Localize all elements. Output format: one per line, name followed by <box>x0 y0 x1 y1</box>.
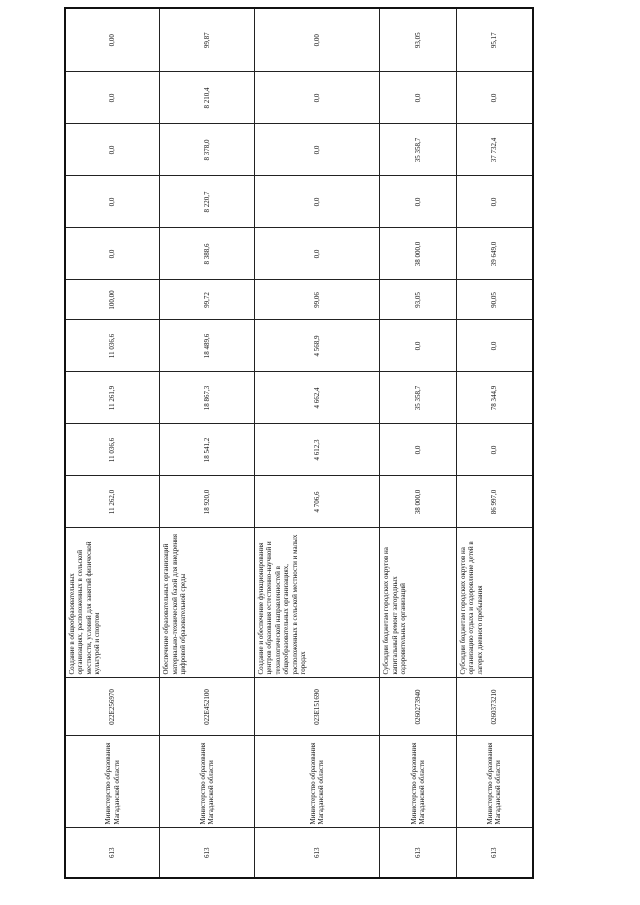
plan-municipal-federal-cell: 0,0 <box>456 176 533 228</box>
actual-total-cell: 78 344,9 <box>456 372 533 424</box>
actual-federal-cell: 4 568,9 <box>255 320 380 372</box>
execution-percent-cell: 100,00 <box>65 280 160 320</box>
ministry-cell: Министерство образования Магаданской области <box>65 736 160 828</box>
budget-table <box>64 7 534 879</box>
ministry-cell: Министерство образования Магаданской области <box>456 736 533 828</box>
description-cell: Обеспечение образовательных организаций материально-технической базой для внедрения цифровой образовательной среды <box>160 528 255 678</box>
ministry-cell: Министерство образования Магаданской области <box>380 736 457 828</box>
admin-code-cell: 613 <box>160 828 255 878</box>
table-row <box>255 8 380 878</box>
execution-percent-cell: 99,72 <box>160 280 255 320</box>
actual-municipal-cell: 35 358,7 <box>380 124 457 176</box>
description-cell: Субсидии бюджетам городских округов на капитальный ремонт загородных оздоровительных организаций <box>380 528 457 678</box>
plan-total-cell: 18 920,0 <box>160 476 255 528</box>
table-row <box>380 8 457 878</box>
description-cell: Создание в общеобразовательных организациях, расположенных в сельской местности, условий для занятий физической культурой и спортом <box>65 528 160 678</box>
description-cell: Создание и обеспечение функционирования центров образования естественно-научной и технологической направленностей в общеобразовательных организациях, расположенных в сельской местности и малых городах <box>255 528 380 678</box>
actual-municipal-federal-cell: 0,0 <box>380 72 457 124</box>
actual-federal-cell: 18 489,6 <box>160 320 255 372</box>
actual-municipal-cell: 8 378,0 <box>160 124 255 176</box>
table-row <box>456 8 533 878</box>
plan-municipal-federal-cell: 0,0 <box>65 176 160 228</box>
budget-code-cell: 022E452100 <box>160 678 255 736</box>
actual-total-cell: 4 662,4 <box>255 372 380 424</box>
ministry-cell: Министерство образования Магаданской области <box>160 736 255 828</box>
execution-percent-cell: 99,06 <box>255 280 380 320</box>
actual-municipal-federal-cell: 0,0 <box>456 72 533 124</box>
plan-total-cell: 38 000,0 <box>380 476 457 528</box>
plan-municipal-federal-cell: 0,0 <box>380 176 457 228</box>
actual-federal-cell: 0,0 <box>380 320 457 372</box>
execution-percent-cell: 93,05 <box>380 280 457 320</box>
municipal-percent-cell: 0,00 <box>65 8 160 72</box>
budget-code-cell: 0260373210 <box>456 678 533 736</box>
actual-federal-cell: 0,0 <box>456 320 533 372</box>
municipal-percent-cell: 93,05 <box>380 8 457 72</box>
plan-federal-cell: 0,0 <box>456 424 533 476</box>
plan-municipal-cell: 0,0 <box>255 228 380 280</box>
actual-total-cell: 11 261,9 <box>65 372 160 424</box>
table-row <box>160 8 255 878</box>
description-cell: Субсидии бюджетам городских округов на организацию отдыха и оздоровление детей в лагерях дневного пребывания <box>456 528 533 678</box>
plan-municipal-cell: 38 000,0 <box>380 228 457 280</box>
plan-municipal-federal-cell: 8 220,7 <box>160 176 255 228</box>
plan-total-cell: 11 262,0 <box>65 476 160 528</box>
plan-federal-cell: 4 612,3 <box>255 424 380 476</box>
plan-municipal-cell: 39 649,0 <box>456 228 533 280</box>
plan-federal-cell: 18 541,2 <box>160 424 255 476</box>
actual-municipal-federal-cell: 0,0 <box>255 72 380 124</box>
plan-municipal-cell: 0,0 <box>65 228 160 280</box>
municipal-percent-cell: 99,87 <box>160 8 255 72</box>
actual-municipal-cell: 37 732,4 <box>456 124 533 176</box>
plan-federal-cell: 0,0 <box>380 424 457 476</box>
plan-total-cell: 86 997,0 <box>456 476 533 528</box>
budget-code-cell: 022E256970 <box>65 678 160 736</box>
plan-municipal-cell: 8 388,6 <box>160 228 255 280</box>
admin-code-cell: 613 <box>456 828 533 878</box>
budget-code-cell: 023E151690 <box>255 678 380 736</box>
municipal-percent-cell: 0,00 <box>255 8 380 72</box>
ministry-cell: Министерство образования Магаданской области <box>255 736 380 828</box>
municipal-percent-cell: 95,17 <box>456 8 533 72</box>
admin-code-cell: 613 <box>65 828 160 878</box>
actual-total-cell: 18 867,3 <box>160 372 255 424</box>
budget-code-cell: 0260273940 <box>380 678 457 736</box>
table-row <box>65 8 160 878</box>
actual-municipal-federal-cell: 8 210,4 <box>160 72 255 124</box>
actual-municipal-federal-cell: 0,0 <box>65 72 160 124</box>
actual-municipal-cell: 0,0 <box>255 124 380 176</box>
actual-municipal-cell: 0,0 <box>65 124 160 176</box>
admin-code-cell: 613 <box>255 828 380 878</box>
plan-total-cell: 4 706,6 <box>255 476 380 528</box>
actual-federal-cell: 11 036,6 <box>65 320 160 372</box>
execution-percent-cell: 90,05 <box>456 280 533 320</box>
rotated-page <box>64 32 534 879</box>
plan-municipal-federal-cell: 0,0 <box>255 176 380 228</box>
actual-total-cell: 35 358,7 <box>380 372 457 424</box>
plan-federal-cell: 11 036,6 <box>65 424 160 476</box>
admin-code-cell: 613 <box>380 828 457 878</box>
